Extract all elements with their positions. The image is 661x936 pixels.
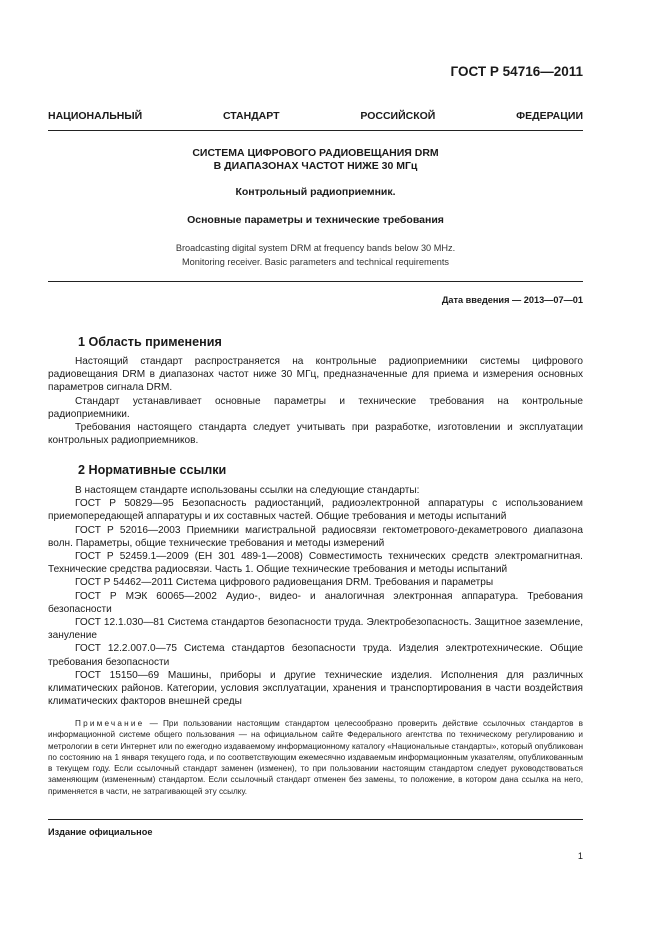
- reference-paragraph: ГОСТ Р 52459.1—2009 (ЕН 301 489-1—2008) Совместимость технических средств электромагнитная. Технические средства радиосвязи. Часть 1. Общие технические требования и методы испытаний: [48, 551, 583, 576]
- reference-paragraph: В настоящем стандарте использованы ссылки на следующие стандарты:: [75, 485, 420, 496]
- note-label: Примечание: [75, 719, 145, 728]
- section-1-paragraph: Настоящий стандарт распространяется на контрольные радиоприемники системы цифрового радиовещания DRM в диапазонах частот ниже 30 МГц, предназначенные для приема и измерения основных параметров сигнала DRM.: [48, 356, 583, 394]
- national-standard-banner: НАЦИОНАЛЬНЫЙ СТАНДАРТ РОССИЙСКОЙ ФЕДЕРАЦИИ: [48, 110, 583, 122]
- reference-paragraph: ГОСТ Р 54462—2011 Система цифрового радиовещания DRM. Требования и параметры: [75, 577, 494, 589]
- section-1-body: [48, 355, 583, 447]
- introduction-date: Дата введения — 2013—07—01: [441, 295, 583, 305]
- title-line-2: В ДИАПАЗОНАХ ЧАСТОТ НИЖЕ 30 МГц: [213, 160, 418, 172]
- title-english-line-1: Broadcasting digital system DRM at frequency bands below 30 MHz.: [175, 243, 456, 253]
- section-1-paragraph: Требования настоящего стандарта следует учитывать при разработке, изготовлении и эксплуатации контрольных радиоприемников.: [48, 422, 583, 447]
- header-divider: [48, 130, 583, 131]
- page-number: 1: [577, 851, 583, 861]
- note-paragraph: [48, 718, 583, 797]
- title-line-1: СИСТЕМА ЦИФРОВОГО РАДИОВЕЩАНИЯ DRM: [192, 147, 439, 159]
- section-2-heading: 2 Нормативные ссылки: [78, 463, 227, 477]
- footer-divider: [48, 819, 583, 820]
- title-line-4: Основные параметры и технические требования: [187, 214, 444, 226]
- title-divider: [48, 281, 583, 282]
- note-text: — При пользовании настоящим стандартом целесообразно проверить действие ссылочных стандартов в информационной системе общего пользования — на официальном сайте Федерального агентства по техническому регулированию и метрологии в сети Интернет или по ежегодно издаваемому информационному каталогу «Национальные стандарты», который опубликован по состоянию на 1 января текущего года, и по соответствующим ежемесячно издаваемым информационным указателям, опубликованным в текущем году. Если ссылочный стандарт заменен (изменен), то при пользовании настоящим стандартом следует руководствоваться заменяющим (измененным) стандартом. Если ссылочный стандарт отменен без замены, то положение, в котором дана ссылка на него, применяется в части, не затрагивающей эту ссылку.: [48, 719, 583, 796]
- reference-paragraph: ГОСТ Р 52016—2003 Приемники магистральной радиосвязи гектометрового-декаметрового диапазона волн. Параметры, общие технические требования и методы измерений: [48, 524, 583, 549]
- title-english-line-2: Monitoring receiver. Basic parameters and technical requirements: [181, 257, 450, 267]
- reference-paragraph: ГОСТ Р МЭК 60065—2002 Аудио-, видео- и аналогичная электронная аппаратура. Требования безопасности: [48, 590, 583, 615]
- title-line-3: Контрольный радиоприемник.: [235, 186, 396, 198]
- reference-paragraph: ГОСТ 15150—69 Машины, приборы и другие технические изделия. Исполнения для различных климатических районов. Категории, условия эксплуатации, хранения и транспортирования в части воздействия климатических факторов внешней среды: [48, 669, 583, 708]
- section-2-body: [48, 484, 583, 708]
- edition-label: Издание официальное: [48, 827, 153, 837]
- section-1-paragraph: Стандарт устанавливает основные параметры и технические требования на контрольные радиоприемники.: [48, 395, 583, 420]
- section-1-heading: 1 Область применения: [78, 335, 222, 349]
- note-block: [48, 718, 583, 797]
- reference-paragraph: ГОСТ 12.2.007.0—75 Система стандартов безопасности труда. Изделия электротехнические. Общие требования безопасности: [48, 643, 583, 668]
- reference-paragraph: ГОСТ Р 50829—95 Безопасность радиостанций, радиоэлектронной аппаратуры с использованием приемопередающей аппаратуры и их составных частей. Общие требования и методы испытаний: [48, 498, 583, 523]
- document-code: ГОСТ Р 54716—2011: [450, 64, 583, 79]
- reference-paragraph: ГОСТ 12.1.030—81 Система стандартов безопасности труда. Электробезопасность. Защитное заземление, зануление: [48, 617, 583, 642]
